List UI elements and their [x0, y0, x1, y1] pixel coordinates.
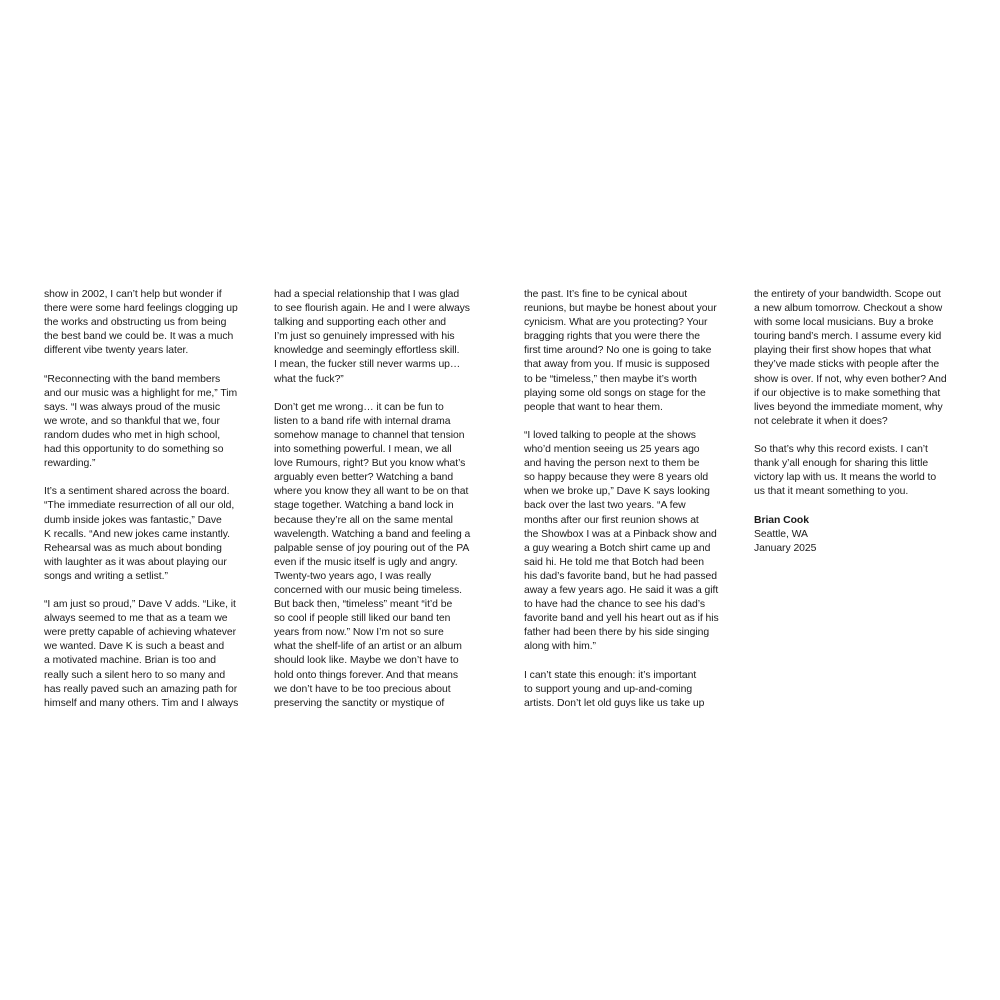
paragraph: I can’t state this enough: it’s important to support young and up-and-coming artists. Don’t let old guys like us take up	[524, 669, 705, 709]
text-column-3	[524, 288, 729, 711]
paragraph: the entirety of your bandwidth. Scope out a new album tomorrow. Checkout a show with some local musicians. Buy a broke touring band’s merch. I assume every kid playing their first show hopes that what they’ve made sticks with people after the show is over. If not, why even bother? And if our objective is to make something that lives beyond the immediate moment, why not celebrate it when it does?	[754, 289, 947, 427]
paragraph: had a special relationship that I was glad to see flourish again. He and I were always talking and supporting each other and I’m just so genuinely impressed with his knowledge and seemingly effortless skill. I mean, the fucker still never warms up… what the fuck?”	[274, 289, 470, 385]
paragraph: the past. It’s fine to be cynical about reunions, but maybe be honest about your cynicism. What are you protecting? Your bragging rights that you were there the first time around? No one is going to take that away from you. If music is supposed to be “timeless,” then maybe it’s worth playing some old songs on stage for the people that want to hear them.	[524, 289, 717, 413]
author-name: Brian Cook	[754, 514, 809, 526]
text-column-1	[44, 288, 249, 711]
signature-block	[754, 514, 954, 556]
paragraph: So that’s why this record exists. I can’t thank y’all enough for sharing this little victory lap with us. It means the world to us that it meant something to you.	[754, 444, 937, 498]
text-column-4	[754, 288, 954, 556]
text-column-2	[274, 288, 474, 711]
paragraph: Don’t get me wrong… it can be fun to listen to a band rife with internal drama somehow manage to channel that tension into something powerful. I mean, we all love Rumours, right? But you know what’s arguably even better? Watching a band where you know they all want to be on that stage together. Watching a band lock in because they’re all on the same mental wavelength. Watching a band and feeling a palpable sense of joy pouring out of the PA even if the music itself is ugly and angry. Twenty-two years ago, I was really concerned with our music being timeless. But back then, “timeless” meant “it’d be so cool if people still liked our band ten years from now.” Now I’m not so sure what the shelf-life of an artist or an album should look like. Maybe we don’t have to hold onto things forever. And that means we don’t have to be too precious about preserving the sanctity or mystique of	[274, 401, 471, 709]
author-date: January 2025	[754, 542, 817, 554]
paragraph: “Reconnecting with the band members and our music was a highlight for me,” Tim says. “I was always proud of the music we wrote, and so thankful that we, four random dudes who met in high school, had this opportunity to do something so rewarding.”	[44, 373, 238, 470]
paragraph: It’s a sentiment shared across the board. “The immediate resurrection of all our old, dumb inside jokes was fantastic,” Dave K recalls. “And new jokes came instantly. Rehearsal was as much about bonding with laughter as it was about playing our songs and writing a setlist.”	[44, 486, 235, 582]
author-location: Seattle, WA	[754, 528, 808, 540]
paragraph: show in 2002, I can’t help but wonder if there were some hard feelings clogging up the works and obstructing us from being the best band we could be. It was a much different vibe twenty years later.	[44, 289, 238, 357]
paragraph: “I loved talking to people at the shows who’d mention seeing us 25 years ago and having the person next to them be so happy because they were 8 years old when we broke up,” Dave K says looking back over the last two years. “A few months after our first reunion shows at the Showbox I was at a Pinback show and a guy wearing a Botch shirt came up and said hi. He told me that Botch had been his dad’s favorite band, but he had passed away a few years ago. He said it was a gift to have had the chance to see his dad’s favorite band and yell his heart out as if his father had been there by his side singing along with him.”	[524, 429, 719, 653]
paragraph: “I am just so proud,” Dave V adds. “Like, it always seemed to me that as a team we were pretty capable of achieving whatever we wanted. Dave K is such a beast and a motivated machine. Brian is too and really such a silent hero to so many and has really paved such an amazing path for himself and many others. Tim and I always	[44, 599, 239, 709]
